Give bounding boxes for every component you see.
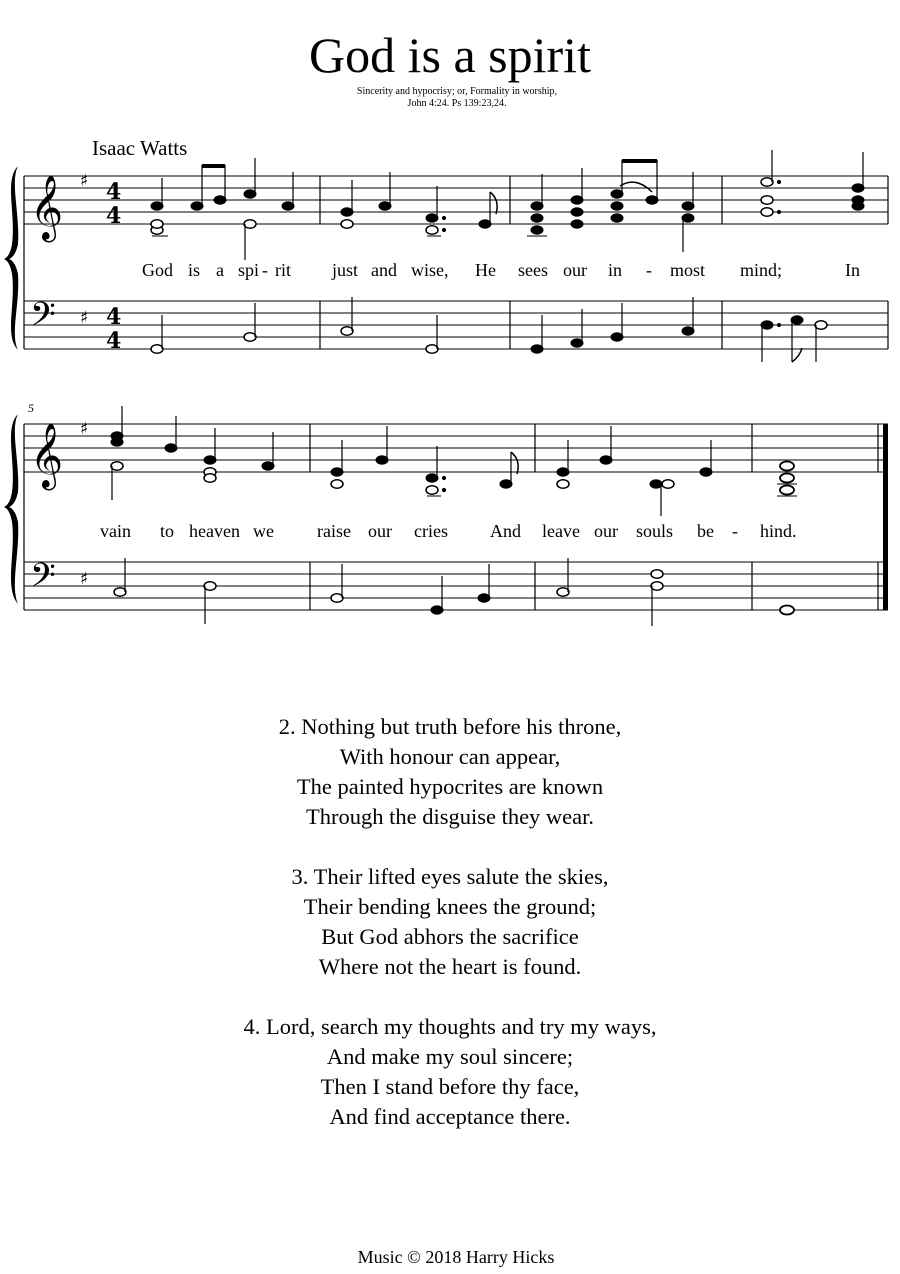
lyric-syllable: In <box>845 260 860 280</box>
verse-line: With honour can appear, <box>339 744 561 769</box>
lyric-syllable: to <box>160 521 175 541</box>
system-1 <box>4 150 888 362</box>
subtitle-line-1: Sincerity and hypocrisy; or, Formality in worship, <box>356 86 558 97</box>
lyric-syllable: heaven <box>189 521 240 541</box>
lyric-syllable: and <box>371 260 397 280</box>
treble-notes-m7 <box>557 426 712 516</box>
lyric-syllable: leave <box>542 521 580 541</box>
bass-clef-icon: 𝄢 <box>30 557 56 603</box>
treble-notes-m2 <box>341 172 497 236</box>
final-barline <box>883 424 888 610</box>
treble-notes-m1 <box>151 158 294 260</box>
treble-clef-icon: 𝄞 <box>30 423 64 488</box>
treble-staff-1 <box>24 176 888 224</box>
verse-line: Then I stand before thy face, <box>320 1074 580 1099</box>
time-signature: 4 <box>106 203 122 229</box>
measure-number: 5 <box>28 401 34 415</box>
lyric-syllable: our <box>563 260 587 280</box>
lyric-syllable: God <box>142 260 173 280</box>
verse-line: And make my soul sincere; <box>326 1044 574 1069</box>
lyric-syllable: - <box>732 521 738 541</box>
lyric-syllable: wise, <box>411 260 449 280</box>
treble-notes-m8 <box>777 462 797 497</box>
copyright-notice: Music © 2018 Harry Hicks <box>357 1247 555 1267</box>
lyric-syllable: He <box>475 260 496 280</box>
lyric-syllable: our <box>368 521 392 541</box>
stanza-2 <box>0 712 900 832</box>
lyric-syllable: just <box>332 260 359 280</box>
brace-icon <box>4 166 18 350</box>
lyrics-system-2 <box>100 521 797 541</box>
lyric-syllable: our <box>594 521 618 541</box>
lyric-syllable: hind. <box>760 521 797 541</box>
lyric-syllable: raise <box>317 521 351 541</box>
lyric-syllable: vain <box>100 521 131 541</box>
time-signature: 4 <box>106 179 122 205</box>
bass-notes-system2 <box>114 558 794 626</box>
verse-line: Their bending knees the ground; <box>303 894 597 919</box>
stanza-3 <box>0 862 900 982</box>
subtitle-line-2: John 4:24. Ps 139:23,24. <box>407 98 507 109</box>
brace-icon <box>4 414 18 604</box>
verse-line: The painted hypocrites are known <box>296 774 604 799</box>
lyric-syllable: sees <box>518 260 548 280</box>
lyrics-system-1 <box>142 260 860 280</box>
lyric-syllable: is <box>188 260 201 280</box>
additional-verses <box>0 712 900 1162</box>
sharp-icon: ♯ <box>80 171 89 191</box>
verse-line: 3. Their lifted eyes salute the skies, <box>291 864 609 889</box>
verse-line: And find acceptance there. <box>329 1104 571 1129</box>
lyric-syllable: most <box>670 260 706 280</box>
stanza-4 <box>0 1012 900 1132</box>
lyric-syllable: spi <box>238 260 260 280</box>
lyric-syllable: in <box>608 260 623 280</box>
lyric-syllable: cries <box>414 521 448 541</box>
lyric-syllable: be <box>697 521 714 541</box>
treble-notes-m4 <box>761 150 864 216</box>
verse-line: 4. Lord, search my thoughts and try my ways, <box>243 1014 657 1039</box>
lyric-syllable: mind; <box>740 260 783 280</box>
system-2 <box>4 401 888 626</box>
bass-staff-2 <box>24 562 888 610</box>
time-signature: 4 <box>106 304 122 330</box>
treble-staff-2 <box>24 424 888 472</box>
lyric-syllable: - <box>646 260 652 280</box>
treble-notes-m3 <box>527 160 694 252</box>
lyric-syllable: souls <box>636 521 674 541</box>
lyric-syllable: we <box>253 521 274 541</box>
bass-clef-icon: 𝄢 <box>30 296 56 342</box>
hymn-title: God is a spirit <box>309 27 591 83</box>
verse-line: But God abhors the sacrifice <box>321 924 579 949</box>
treble-clef-icon: 𝄞 <box>30 175 64 240</box>
bass-staff-1 <box>24 301 888 349</box>
sharp-icon: ♯ <box>80 569 89 589</box>
lyric-syllable: And <box>490 521 521 541</box>
verse-line: Through the disguise they wear. <box>305 804 595 829</box>
lyric-syllable: rit <box>275 260 291 280</box>
composer-credit: Isaac Watts <box>92 136 188 160</box>
sharp-icon: ♯ <box>80 308 89 328</box>
lyric-syllable: - <box>262 260 268 280</box>
lyric-syllable: a <box>216 260 224 280</box>
treble-notes-m5 <box>111 406 274 500</box>
verse-line: 2. Nothing but truth before his throne, <box>278 714 622 739</box>
time-signature: 4 <box>106 328 122 354</box>
verse-line: Where not the heart is found. <box>318 954 582 979</box>
sharp-icon: ♯ <box>80 419 89 439</box>
bass-notes-system1 <box>151 297 827 362</box>
